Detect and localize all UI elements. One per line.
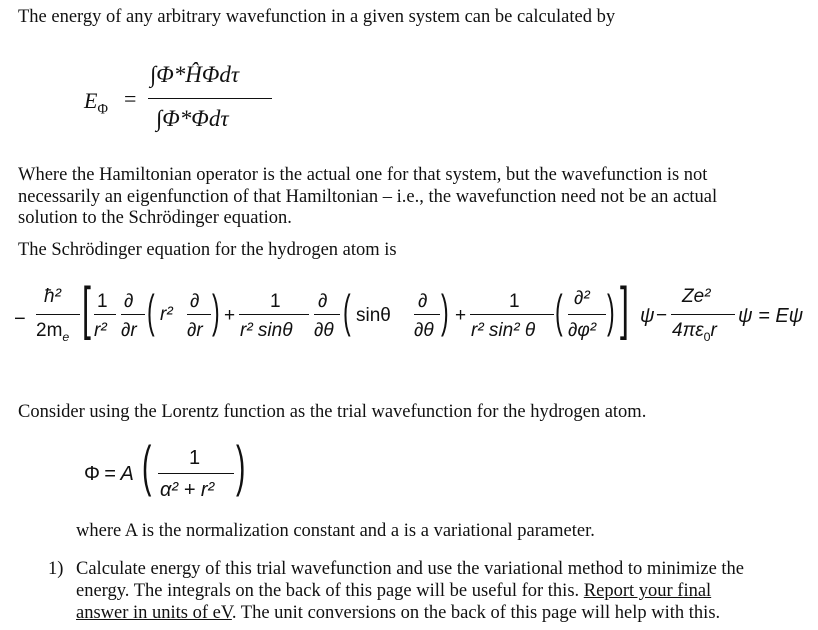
- lorentz-eq-a: = A: [104, 463, 134, 485]
- eq-term2-paren-close: ): [441, 285, 449, 337]
- hamiltonian-note-line-1: Where the Hamiltonian operator is the actual one for that system, but the wavefunction is not: [18, 165, 708, 185]
- question-line-3: [76, 603, 720, 625]
- eq-term2-dbar: [314, 314, 340, 315]
- eq-term1-bar: [94, 314, 116, 315]
- eq-term1-dbar: [121, 314, 145, 315]
- eq-term3-bar: [470, 314, 554, 315]
- eq-hbar-squared: ħ²: [44, 286, 61, 307]
- eq-term2-paren-open: (: [343, 285, 351, 337]
- eq-term2-dtheta: ∂θ: [314, 320, 334, 341]
- hamiltonian-note-line-3: solution to the Schrödinger equation.: [18, 208, 292, 228]
- lorentz-intro: Consider using the Lorentz function as the trial wavefunction for the hydrogen atom.: [18, 402, 647, 422]
- eq-term1-dr-b: ∂r: [187, 320, 203, 341]
- eq-bracket-left: [: [82, 276, 91, 341]
- eq-term2-partial-b: ∂: [418, 291, 428, 312]
- eq-psi: ψ: [640, 305, 655, 327]
- lorentz-fraction-bar: [158, 473, 234, 474]
- eq-coulomb-bar: [671, 314, 735, 315]
- eq-term2-dtheta-b: ∂θ: [414, 320, 434, 341]
- eq-term1-partial: ∂: [124, 291, 134, 312]
- eq-leading-minus: −: [14, 308, 26, 330]
- question-number: 1): [48, 559, 64, 579]
- eq-term1-dbar-b: [187, 314, 211, 315]
- question-line-2-text: energy. The integrals on the back of this page will be useful for this.: [76, 581, 580, 601]
- question-line-1: Calculate energy of this trial wavefunction and use the variational method to minimize the: [76, 559, 745, 579]
- eq-term2-bar: [239, 314, 309, 315]
- question-line-3-underlined: answer in units of eV: [76, 603, 232, 623]
- eq-term3-dphi2: ∂φ²: [568, 320, 597, 341]
- eq-prefactor-bar: [36, 314, 80, 315]
- eq-term1-dr: ∂r: [121, 320, 137, 341]
- eq-minus-2: −: [656, 305, 668, 326]
- energy-fraction-bar: [148, 98, 272, 99]
- schrodinger-intro: The Schrödinger equation for the hydrogen atom is: [18, 240, 397, 260]
- eq-term2-one: 1: [270, 291, 281, 312]
- eq-bracket-right: ]: [620, 276, 629, 341]
- eq-term1-paren-open: (: [147, 285, 155, 337]
- eq-term1-partial-b: ∂: [190, 291, 200, 312]
- question-line-3-text: . The unit conversions on the back of this page will help with this.: [231, 603, 721, 623]
- energy-equals: =: [124, 86, 137, 111]
- eq-term3-d2: ∂²: [574, 288, 590, 309]
- lorentz-one: 1: [189, 447, 201, 469]
- eq-term1-r2-mid: r²: [160, 304, 173, 325]
- eq-term2-r2sin: r² sinθ: [240, 320, 293, 341]
- energy-numerator: ∫Φ*ĤΦdτ: [150, 62, 240, 87]
- eq-term2-sin: sinθ: [356, 305, 391, 326]
- eq-term3-dbar: [568, 314, 606, 315]
- eq-term3-r2sin2: r² sin² θ: [471, 320, 536, 341]
- where-line: where A is the normalization constant and a is a variational parameter.: [76, 521, 595, 541]
- question-line-2-underlined: Report your final: [583, 581, 712, 601]
- eq-plus-2: +: [455, 305, 467, 326]
- lorentz-phi: Φ: [84, 463, 100, 485]
- eq-tail: ψ = Eψ: [738, 305, 804, 327]
- eq-four-pi-eps: $4\pi\varepsilon_0r$: [672, 320, 717, 344]
- energy-lhs: $E_\Phi$: [84, 88, 108, 118]
- lorentz-denominator: α² + r²: [160, 479, 215, 501]
- energy-denominator: ∫Φ*Φdτ: [156, 106, 229, 131]
- eq-term1-paren-close: ): [212, 285, 220, 337]
- eq-term3-paren-open: (: [555, 285, 563, 337]
- intro-text: The energy of any arbitrary wavefunction in a given system can be calculated by: [18, 7, 616, 27]
- eq-term2-partial: ∂: [318, 291, 328, 312]
- eq-term3-paren-close: ): [607, 285, 615, 337]
- eq-term1-one: 1: [97, 291, 108, 312]
- eq-plus-1: +: [224, 305, 236, 326]
- eq-term2-dbar-b: [414, 314, 440, 315]
- eq-two-me: $2m_e$: [36, 320, 70, 344]
- hamiltonian-note-line-2: necessarily an eigenfunction of that Hamiltonian – i.e., the wavefunction need not be an actual: [18, 187, 718, 207]
- eq-ze2: Ze²: [682, 286, 711, 307]
- eq-term3-one: 1: [509, 291, 520, 312]
- lorentz-paren-open: (: [142, 434, 152, 497]
- question-line-2: [76, 581, 711, 603]
- lorentz-paren-close: ): [236, 434, 246, 497]
- eq-term1-r2: r²: [94, 320, 107, 341]
